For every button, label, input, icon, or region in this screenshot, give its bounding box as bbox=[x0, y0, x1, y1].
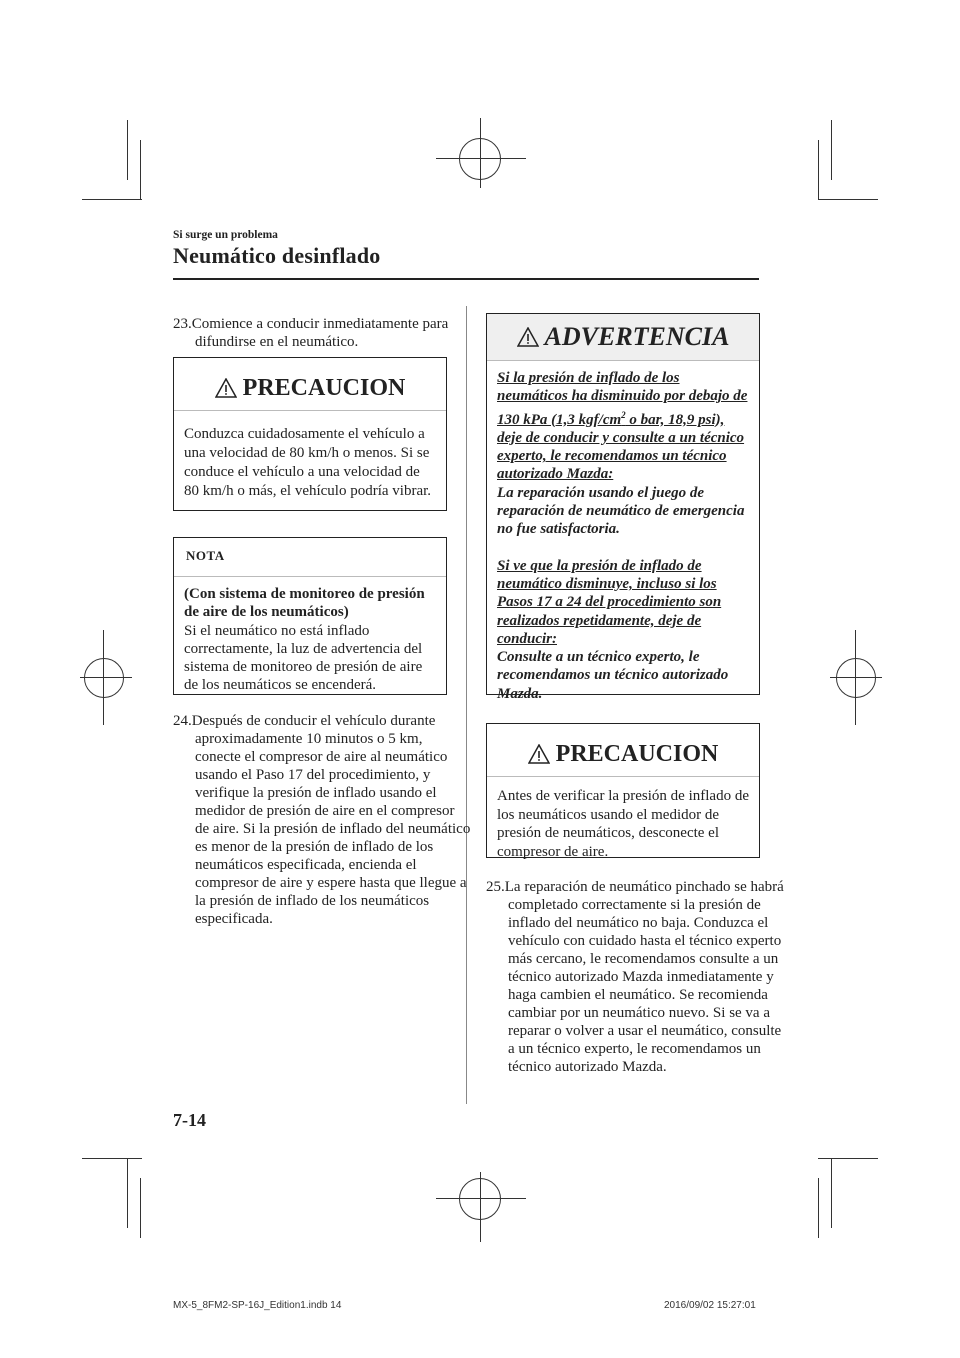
page-title: Neumático desinflado bbox=[173, 243, 381, 268]
warning-triangle-icon bbox=[215, 378, 237, 398]
nota-box bbox=[173, 537, 447, 695]
warning-triangle-icon bbox=[517, 327, 539, 347]
warning-underlined-1: Si la presión de inflado de los neumáticos ha disminuido por debajo de 130 kPa (1,3 kgf/$cm^2$ o bar, 18,9 psi), deje de conducir y consulte a un técnico experto, le recomendamos un técnico autorizado Mazda: bbox=[497, 370, 748, 483]
warning-text-2: Consulte a un técnico experto, le recomendamos un técnico autorizado Mazda. bbox=[497, 649, 729, 702]
warning-triangle-icon bbox=[528, 744, 550, 764]
caution-text: Conduzca cuidadosamente el vehículo a una velocidad de 80 km/h o menos. Si se conduce el vehículo a una velocidad de 80 km/h o más, el vehículo podría vibrar. bbox=[184, 426, 432, 499]
caution-heading: PRECAUCION bbox=[555, 740, 719, 767]
header-rule bbox=[173, 278, 759, 280]
step-24: 24.Después de conducir el vehículo durante aproximadamente 10 minutos o 5 km, conecte el compresor de aire al neumático usando el Paso 17 del procedimiento, y verifique la presión de inflado usando el medidor de presión de aire en el compresor de aire. Si la presión de inflado del neumático es menor de la presión de inflado de los neumáticos especificada, encienda el compresor de aire y espere hasta que llegue a la presión de inflado de los neumáticos especificada. bbox=[173, 713, 471, 927]
column-divider bbox=[466, 306, 467, 1104]
caution-text: Antes de verificar la presión de inflado de los neumáticos usando el medidor de presión de neumáticos, desconecte el compresor de aire. bbox=[497, 788, 749, 860]
page-number: 7-14 bbox=[173, 1110, 206, 1130]
nota-bold-text: (Con sistema de monitoreo de presión de aire de los neumáticos) bbox=[184, 586, 425, 621]
warning-box bbox=[486, 313, 760, 702]
warning-text-1: La reparación usando el juego de reparación de neumático de emergencia no fue satisfactoria. bbox=[497, 484, 745, 538]
step-23: 23.Comience a conducir inmediatamente para difundirse en el neumático. bbox=[173, 316, 449, 350]
caution-header bbox=[487, 724, 759, 777]
caution-box-2 bbox=[486, 723, 760, 858]
warning-heading: ADVERTENCIA bbox=[544, 322, 730, 351]
caution-box-1 bbox=[173, 357, 447, 511]
nota-text: Si el neumático no está inflado correctamente, la luz de advertencia del sistema de monitoreo de presión de aire de los neumáticos se encenderá. bbox=[184, 622, 423, 694]
footer-file: MX-5_8FM2-SP-16J_Edition1.indb 14 bbox=[173, 1300, 342, 1311]
footer-timestamp: 2016/09/02 15:27:01 bbox=[664, 1300, 756, 1311]
warning-underlined-2: Si ve que la presión de inflado de neumático disminuye, incluso si los Pasos 17 a 24 del procedimiento son realizados repetidamente, deje de conducir: bbox=[497, 557, 722, 647]
nota-heading: NOTA bbox=[174, 538, 446, 577]
step-25: 25.La reparación de neumático pinchado se habrá completado correctamente si la presión de inflado del neumático no baja. Conduzca el vehículo con cuidado hasta el técnico experto más cercano, le recomendamos consulte a un técnico autorizado Mazda inmediatamente y haga cambien el neumático. Se recomienda cambiar por un neumático nuevo. Si se va a reparar o volver a usar el neumático, consulte a un técnico experto, le recomendamos un técnico autorizado Mazda. bbox=[486, 879, 784, 1075]
caution-heading: PRECAUCION bbox=[242, 374, 406, 401]
section-label: Si surge un problema bbox=[173, 229, 278, 241]
caution-header bbox=[174, 358, 446, 411]
warning-header bbox=[487, 314, 759, 361]
